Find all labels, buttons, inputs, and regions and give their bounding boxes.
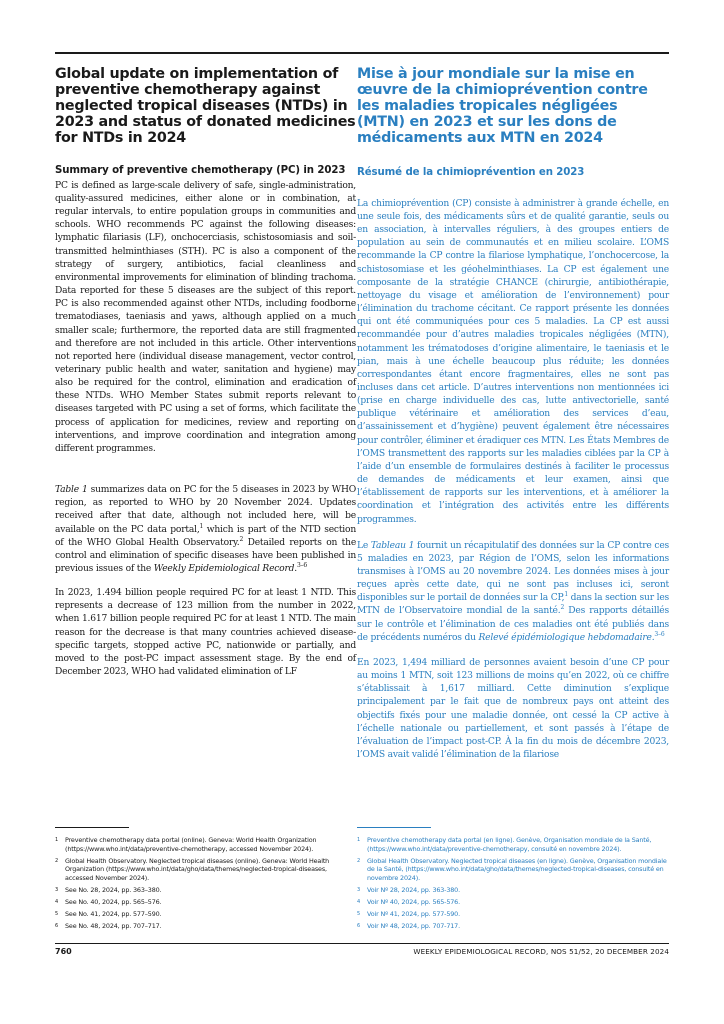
footnote-rule-french xyxy=(357,827,431,828)
article-title-english: Global update on implementation of preventive chemotherapy against neglected tropical diseases (NTDs) in 2023 and status of donated medicines for NTDs in 2024 xyxy=(55,66,356,146)
paragraph-3-french: En 2023, 1,494 milliard de personnes avaient besoin d’une CP pour au moins 1 MTN, soit 123 millions de moins qu’en 2022, où ce chiffre s’établissait à 1,617 milliard. Cette diminution s’explique principalement par le fait que de nombreux pays ont atteint des objectifs fixés pour une maladie donnée, ont cessé la CP active à l’échelle nationale ou partiellement, et sont passés à l’étape de l’évaluation de l’impact post-CP. À la fin du mois de décembre 2023, l’OMS avait validé l’élimination de la filariose xyxy=(357,657,669,761)
footnote: 2 Global Health Observatory. Neglected tropical diseases (en ligne). Genève, Organisation mondiale de la Santé, (https://www.who.int/data/gho/data/themes/neglected-tropical-diseases, consulté en novembre 2024). xyxy=(357,856,667,882)
footnotes-french xyxy=(357,836,669,934)
top-rule xyxy=(55,52,669,54)
footnote: 4 See No. 40, 2024, pp. 565–576. xyxy=(55,897,162,906)
paragraph-3-english: In 2023, 1.494 billion people required PC for at least 1 NTD. This represents a decrease of 123 million from the number in 2022, when 1.617 billion people required PC for at least 1 NTD. The main reason for the decrease is that many countries achieved disease-specific targets, stopped active PC, nationwide or partially, and moved to the post-PC impact assessment stage. By the end of December 2023, WHO had validated elimination of LF xyxy=(55,588,356,678)
footnote-ref-1[interactable]: 1 xyxy=(199,522,204,530)
footnote-ref-2[interactable]: 2 xyxy=(239,535,244,543)
footnote: 5 See No. 41, 2024, pp. 577–590. xyxy=(55,909,162,918)
footnote-ref-1-fr[interactable]: 1 xyxy=(564,591,568,599)
bottom-rule xyxy=(55,943,669,944)
footnotes-english xyxy=(55,836,345,934)
journal-name-fr: Relevé épidémiologique hebdomadaire xyxy=(478,632,652,643)
french-column xyxy=(357,66,669,762)
footnote-rule-english xyxy=(55,827,129,828)
footnote: 6 See No. 48, 2024, pp. 707–717. xyxy=(55,921,162,930)
footnote-ref-3-6-fr[interactable]: 3–6 xyxy=(654,630,665,638)
footnote: 5 Voir Nº 41, 2024, pp. 577-590. xyxy=(357,909,460,918)
footnote: 1 Preventive chemotherapy data portal (online). Geneva: World Health Organization (https://www.who.int/data/preventive-chemotherapy, accessed November 2024). xyxy=(55,836,317,853)
section-heading-english: Summary of preventive chemotherapy (PC) in 2023 xyxy=(55,165,346,176)
paragraph-1-english: PC is defined as large-scale delivery of safe, single-administration, quality-assured medicines, either alone or in combination, at regular intervals, to entire population groups in communities and schools. WHO recommends PC against the following diseases: lymphatic filariasis (LF), onchocerciasis, schistosomiasis and soil-transmitted helminthiases (STH). PC is also a component of the strategy of surgery, antibiotics, facial cleanliness and environmental improvements for elimination of blinding trachoma. Data reported for these 5 diseases are the subject of this report. PC is also recommended against other NTDs, including foodborne trematodiases, taeniasis and yaws, although applied on a much smaller scale; furthermore, the reported data are still fragmented and therefore are not included in this article. Other interventions not reported here (individual disease management, vector control, veterinary public health and water, sanitation and hygiene) may also be required for the control, elimination and eradication of these NTDs. WHO Member States submit reports relevant to diseases targeted with PC using a set of forms, which facilitate the process of application for medicines, review and reporting on interventions, and improve coordination and integration among different programmes. xyxy=(55,180,356,454)
page-number: 760 xyxy=(55,947,72,956)
tableau-1-reference[interactable]: Tableau 1 xyxy=(370,540,415,551)
section-heading-french: Résumé de la chimioprévention en 2023 xyxy=(357,167,585,178)
footnote: 1 Preventive chemotherapy data portal (en ligne). Genève, Organisation mondiale de la Santé, (https://www.who.int/data/preventive-chemotherapy, consulté en novembre 2024). xyxy=(357,836,652,853)
footnote: 4 Voir Nº 40, 2024, pp. 565-576. xyxy=(357,897,460,906)
english-column xyxy=(55,66,356,679)
journal-name: Weekly Epidemiological Record xyxy=(153,564,295,575)
footnote: 6 Voir Nº 48, 2024, pp. 707-717. xyxy=(357,921,460,930)
article-title-french: Mise à jour mondiale sur la mise en œuvre de la chimioprévention contre les maladies tropicales négligées (MTN) en 2023 et sur les dons de médicaments aux MTN en 2024 xyxy=(357,66,648,146)
paragraph-2-french: Le Tableau 1 fournit un récapitulatif des données sur la CP contre ces 5 maladies en 2023, par Région de l’OMS, selon les informations transmises à l’OMS au 20 novembre 2024. Les données mises à jour reçues après cette date, qui ne sont pas incluses ici, seront disponibles sur le portail de données sur la CP,$^1$ dans la section sur les MTN de l’Observatoire mondial de la santé.$^2$ Des rapports détaillés sur le contrôle et l’élimination de ces maladies ont été publiés dans de précédents numéros du Relevé épidémiologique hebdomadaire.$^{3-6}$ xyxy=(357,540,670,643)
paragraph-1-french: La chimioprévention (CP) consiste à administrer à grande échelle, en une seule fois, des médicaments sûrs et de qualité garantie, seuls ou en association, à intervalles réguliers, à des groupes entiers de population au sein de communautés et en milieu scolaire. L’OMS recommande la CP contre la filariose lymphatique, l’onchocercose, la schistosomiase et les géohelminthiases. La CP est également une composante de la stratégie CHANCE (chirurgie, antibiothérapie, nettoyage du visage et amélioration de l’environnement) pour l’élimination du trachome cécitant. Ce rapport présente les données qui ont été communiquées pour ces 5 maladies. La CP est aussi recommandée pour d’autres maladies tropicales négligées (MTN), notamment les trématodoses d’origine alimentaire, le taeniasis et le pian, mais à une échelle beaucoup plus réduite; les données correspondantes étant encore fragmentaires, elles ne sont pas incluses dans cet article. D’autres interventions non mentionnées ici (prise en charge individuelle des cas, lutte antivectorielle, santé publique vétérinaire et amélioration des services d’eau, d’assainissement et d’hygiène) peuvent également être nécessaires pour contrôler, éliminer et éradiquer ces MTN. Les États Membres de l’OMS transmettent des rapports sur les maladies ciblées par la CP à l’aide d’un ensemble de formulaires destinés à faciliter le processus de demandes de médicaments et leur examen, ainsi que l’établissement de rapports sur les interventions, et à améliorer la coordination et l’intégration des activités entre les différents programmes. xyxy=(357,198,669,525)
footnote-ref-3-6[interactable]: 3–6 xyxy=(296,561,308,569)
paragraph-2-english: Table 1 summarizes data on PC for the 5 diseases in 2023 by WHO region, as reported to WHO by 20 November 2024. Updates received after that date, although not included here, will be available on the PC data portal,$^1$ which is part of the NTD section of the WHO Global Health Observatory.$^2$ Detailed reports on the control and elimination of specific diseases have been published in previous issues of the Weekly Epidemiological Record.$^{3-6}$ xyxy=(55,485,357,575)
footnote: 3 Voir Nº 28, 2024, pp. 363-380. xyxy=(357,885,460,894)
footnote-ref-2-fr[interactable]: 2 xyxy=(560,604,565,612)
table-1-reference[interactable]: Table 1 xyxy=(55,485,88,496)
footnote: 2 Global Health Observatory. Neglected tropical diseases (online). Geneva: World Health Organization (https://www.who.int/data/gho/data/themes/neglected-tropical-diseases, accessed November 2024). xyxy=(55,856,330,882)
footnote: 3 See No. 28, 2024, pp. 363–380. xyxy=(55,885,162,894)
journal-issue-footer: WEEKLY EPIDEMIOLOGICAL RECORD, NOS 51/52, 20 DECEMBER 2024 xyxy=(413,947,669,956)
